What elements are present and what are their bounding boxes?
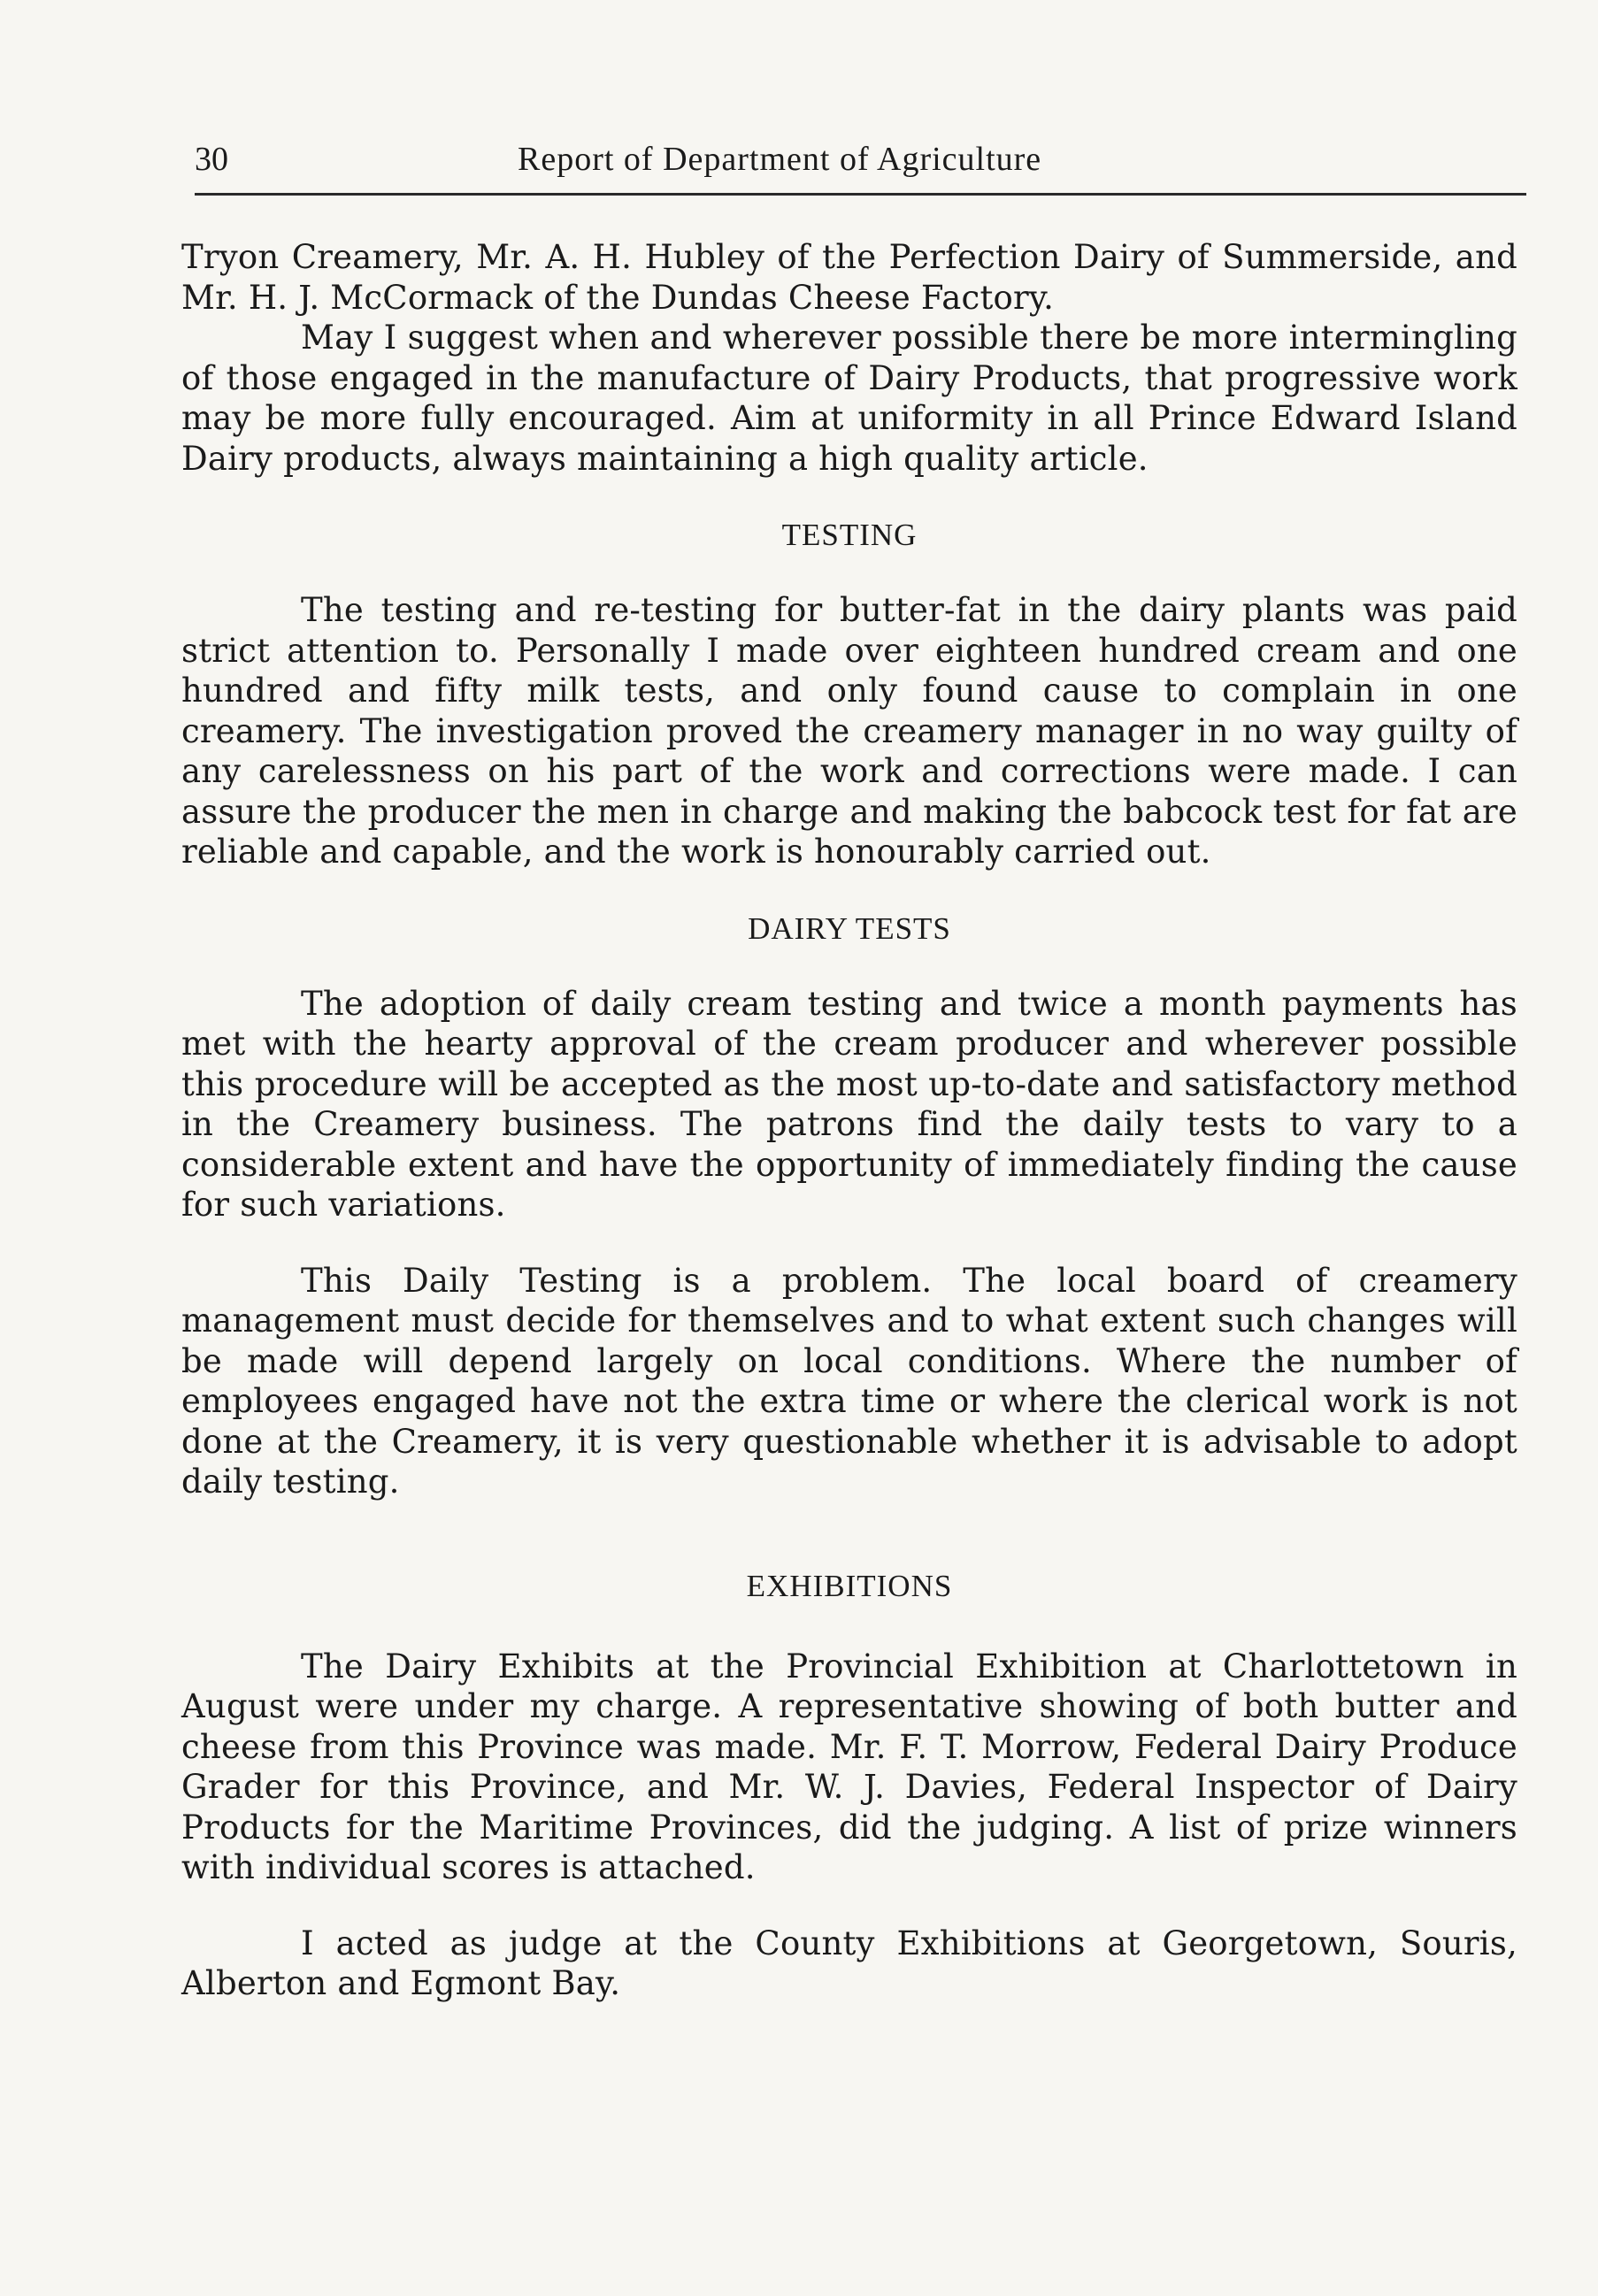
running-title: Report of Department of Agriculture	[518, 141, 1042, 178]
heading-testing: TESTING	[781, 518, 918, 552]
paragraph-exhibitions: The Dairy Exhibits at the Provincial Exhibition at Charlottetown in August were under my charge. A representative showing of both butter and cheese from this Province was made. Mr. F. T. Morrow, Federal Dairy Produce Grader for this Province, and Mr. W. J. Davies, Federal Inspector of Dairy Products for the Maritime Provinces, did the judging. A list of prize winners with individual scores is attached.	[181, 1647, 1517, 1886]
header-rule	[195, 193, 1526, 196]
page-number: 30	[195, 141, 228, 178]
paragraph-dairy-tests: The adoption of daily cream testing and twice a month payments has met with the hearty approval of the cream producer and wherever possible this procedure will be accepted as the most up-to-date and satisfactory method in the Creamery business. The patrons find the daily tests to vary to a considerable extent and have the opportunity of immediately finding the cause for such variations.	[181, 984, 1517, 1224]
paragraph-continuation: Tryon Creamery, Mr. A. H. Hubley of the Perfection Dairy of Summerside, and Mr. H. J. McCormack of the Dundas Cheese Factory.	[181, 238, 1517, 317]
running-head	[195, 140, 1522, 193]
heading-exhibitions: EXHIBITIONS	[746, 1568, 953, 1603]
heading-dairy-tests: DAIRY TESTS	[748, 910, 951, 946]
paragraph-acted-judge: I acted as judge at the County Exhibitions at Georgetown, Souris, Alberton and Egmont Bay.	[181, 1924, 1517, 2002]
document-body	[181, 237, 1517, 2004]
paragraph-testing: The testing and re-testing for butter-fat in the dairy plants was paid strict attention to. Personally I made over eighteen hundred cream and one hundred and fifty milk tests, and only found cause to complain in one creamery. The investigation proved the creamery manager in no way guilty of any carelessness on his part of the work and corrections were made. I can assure the producer the men in charge and making the babcock test for fat are reliable and capable, and the work is honourably carried out.	[181, 591, 1517, 871]
paragraph-suggest: May I suggest when and wherever possible there be more intermingling of those engaged in the manufacture of Dairy Products, that progressive work may be more fully encouraged. Aim at uniformity in all Prince Edward Island Dairy products, always maintaining a high quality article.	[181, 319, 1517, 478]
paragraph-daily-problem: This Daily Testing is a problem. The local board of creamery management must decide for themselves and to what extent such changes will be made will depend largely on local conditions. Where the number of employees engaged have not the extra time or where the clerical work is not done at the Creamery, it is very questionable whether it is advisable to adopt daily testing.	[181, 1261, 1517, 1501]
